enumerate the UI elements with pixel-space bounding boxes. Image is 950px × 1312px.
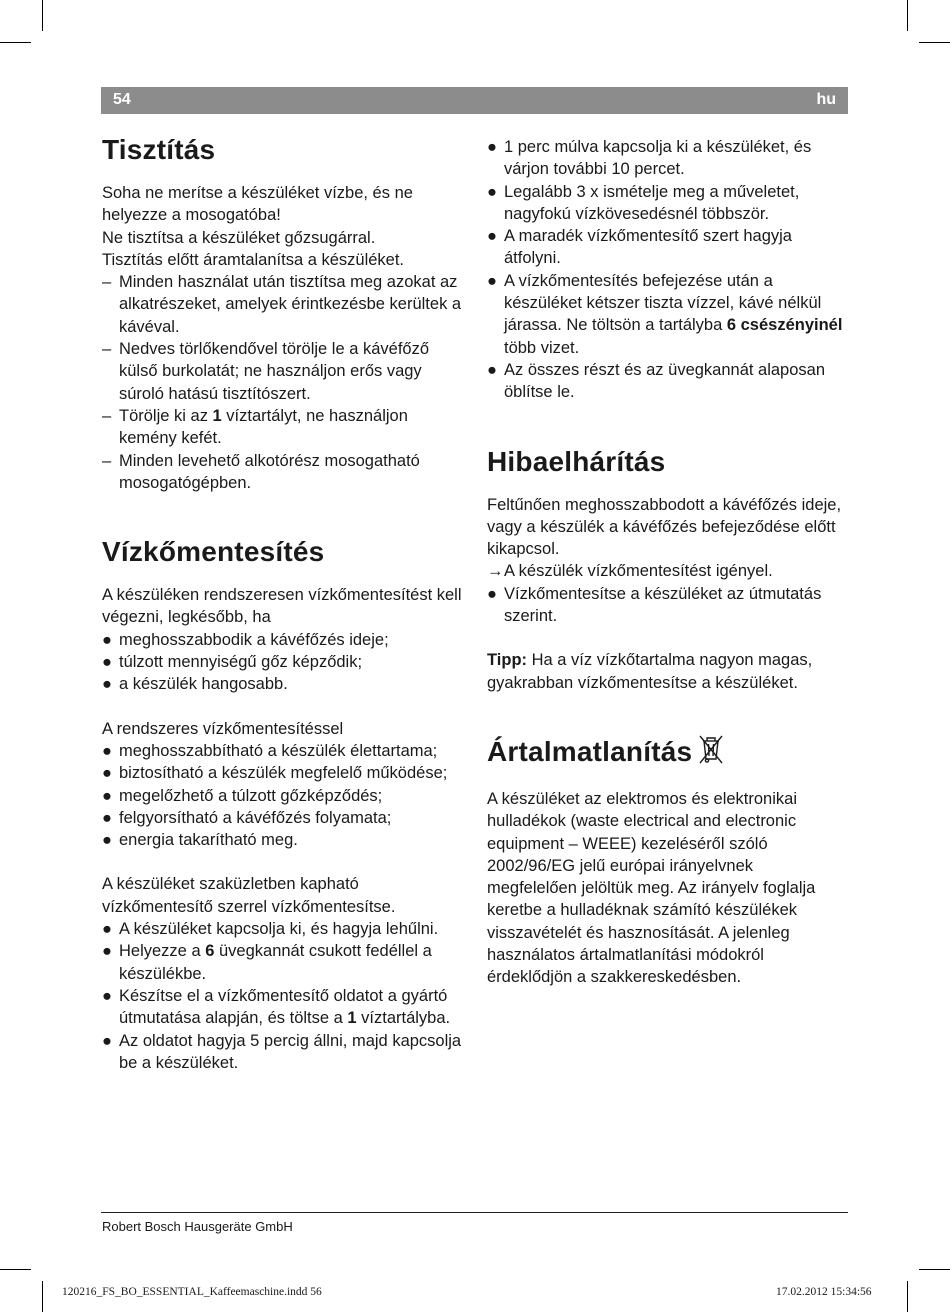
- cleaning-heading: Tisztítás: [102, 134, 216, 165]
- list-item-text: Az összes részt és az üvegkannát alaposan öblítse le.: [504, 360, 826, 402]
- troubleshooting-heading: Hibaelhárítás: [487, 445, 666, 477]
- crop-mark: [919, 42, 950, 43]
- list-item: [487, 270, 847, 359]
- dash-marker: –: [102, 273, 112, 292]
- list-item-text: megelőzhető a túlzott gőzképződés;: [119, 786, 383, 805]
- list-item-text: 1 perc múlva kapcsolja ki a készüléket, és várjon további 10 percet.: [504, 138, 812, 179]
- steps-intro: A készüléket szaküzletben kapható vízkőmentesítő szerrel vízkőmentesítse.: [102, 875, 396, 916]
- crop-mark: [907, 1281, 908, 1312]
- cleaning-intro-line: Tisztítás előtt áramtalanítsa a készüléket.: [102, 250, 405, 269]
- list-item: [102, 829, 462, 851]
- bullet-marker: ●: [102, 942, 112, 961]
- bullet-marker: ●: [487, 271, 497, 290]
- list-item: [102, 629, 462, 651]
- descaling-heading: Vízkőmentesítés: [102, 536, 325, 568]
- list-item-text: több vizet.: [504, 338, 580, 357]
- descaling-intro: A készüléken rendszeresen vízkőmentesítést kell végezni, legkésőbb, ha: [102, 586, 462, 627]
- disposal-heading-row: [487, 732, 847, 776]
- list-item-text: túlzott mennyiségű gőz képződik;: [119, 653, 363, 672]
- crossed-out-wheelie-bin-icon: [698, 733, 724, 776]
- list-item-text: Nedves törlőkendővel törölje le a kávéfőző külső burkolatát; ne használjon erős vagy súroló hatású tisztítószert.: [119, 340, 430, 403]
- list-item: [487, 225, 847, 270]
- bullet-marker: ●: [102, 831, 112, 850]
- part-number: 6: [205, 942, 215, 961]
- list-item-text: a készülék hangosabb.: [119, 675, 288, 694]
- list-item-text: üvegkannát csukott fedéllel a készülékbe.: [119, 942, 432, 983]
- remedy-text: Vízkőmentesítse a készüléket az útmutatás szerint.: [504, 584, 822, 626]
- list-item-text: Helyezze a: [119, 942, 206, 961]
- list-item-text: Készítse el a vízkőmentesítő oldatot a gyártó útmutatása alapján, és töltse a: [119, 986, 448, 1028]
- list-item: [487, 181, 847, 226]
- crop-mark: [42, 1281, 43, 1312]
- dash-marker: –: [102, 451, 112, 470]
- bullet-marker: ●: [102, 986, 112, 1005]
- cause-text: A készülék vízkőmentesítést igényel.: [504, 562, 773, 581]
- list-item: [102, 651, 462, 673]
- print-file-info: 120216_FS_BO_ESSENTIAL_Kaffeemaschine.indd 56: [62, 1286, 322, 1298]
- bullet-marker: ●: [487, 360, 497, 379]
- list-item: [102, 450, 462, 495]
- bullet-marker: ●: [102, 653, 112, 672]
- dash-marker: –: [102, 406, 112, 425]
- print-date-info: 17.02.2012 15:34:56: [776, 1286, 872, 1298]
- list-item-text: A készüléket kapcsolja ki, és hagyja lehűlni.: [119, 920, 439, 939]
- list-item: [102, 985, 462, 1030]
- dash-marker: –: [102, 340, 112, 359]
- list-item: [102, 740, 462, 762]
- bullet-marker: ●: [487, 182, 497, 201]
- tip-text: Ha a víz vízkőtartalma nagyon magas, gyakrabban vízkőmentesítse a készüléket.: [487, 651, 813, 692]
- list-item: [102, 785, 462, 807]
- bullet-marker: ●: [102, 764, 112, 783]
- list-item: [102, 271, 462, 338]
- list-item: [487, 583, 847, 628]
- bullet-marker: ●: [487, 138, 497, 156]
- footer-divider: [101, 1212, 848, 1213]
- right-column: [487, 136, 847, 989]
- arrow-right-icon: →: [487, 562, 504, 581]
- disposal-heading: Ártalmatlanítás: [487, 735, 693, 767]
- list-item-text: Az oldatot hagyja 5 percig állni, majd kapcsolja be a készüléket.: [119, 1031, 462, 1072]
- tip-label: Tipp:: [487, 651, 528, 670]
- tip-paragraph: [487, 649, 847, 694]
- list-item-text: meghosszabbítható a készülék élettartama;: [119, 741, 438, 760]
- list-item: [102, 338, 462, 405]
- left-column: [102, 130, 462, 1074]
- bullet-marker: ●: [102, 920, 112, 939]
- crop-mark: [0, 42, 31, 43]
- bullet-marker: ●: [102, 630, 112, 649]
- list-item-text: energia takarítható meg.: [119, 831, 298, 850]
- cleaning-intro-line: Ne tisztítsa a készüléket gőzsugárral.: [102, 228, 376, 247]
- part-number: 1: [212, 406, 222, 425]
- bullet-marker: ●: [102, 675, 112, 694]
- list-item: [102, 673, 462, 695]
- cause-line: [487, 560, 847, 582]
- crop-mark: [0, 1269, 31, 1270]
- page-header-bar: [101, 87, 848, 114]
- list-item-text: biztosítható a készülék megfelelő működése;: [119, 764, 448, 783]
- list-item-text: Törölje ki az: [119, 406, 213, 425]
- page-number: 54: [113, 91, 131, 108]
- benefits-intro: A rendszeres vízkőmentesítéssel: [102, 719, 344, 738]
- list-item-text: Legalább 3 x ismételje meg a műveletet, nagyfokú vízkövesedésnél többször.: [504, 182, 800, 223]
- disposal-text: A készüléket az elektromos és elektronikai hulladékok (waste electrical and electronic equipment – WEEE) kezeléséről szóló 2002/96/EG jelű európai irányelvnek megfelelően jelöltük meg. Az irányelv foglalja keretbe a hulladéknak számító készülékek visszavételét és hasznosítását. A jelenleg használatos ártalmatlanítási módokról érdeklődjön a szakkereskedésben.: [487, 789, 816, 987]
- list-item: [102, 762, 462, 784]
- part-number: 1: [347, 1009, 357, 1028]
- bullet-marker: ●: [487, 227, 497, 246]
- list-item: [487, 359, 847, 404]
- bullet-marker: ●: [102, 741, 112, 760]
- cleaning-intro-line: Soha ne merítse a készüléket vízbe, és ne helyezze a mosogatóba!: [102, 184, 413, 225]
- bullet-marker: ●: [487, 584, 497, 603]
- list-item-text: A vízkőmentesítés befejezése után a készüléket kétszer tiszta vízzel, kávé nélkül járassa. Ne töltsön a tartályba: [504, 271, 822, 335]
- list-item-text: meghosszabbodik a kávéfőzés ideje;: [119, 630, 389, 649]
- bullet-marker: ●: [102, 1031, 112, 1050]
- problem-text: Feltűnően meghosszabbodott a kávéfőzés ideje, vagy a készülék a kávéfőzés befejeződése előtt kikapcsol.: [487, 495, 842, 559]
- list-item-text: A maradék vízkőmentesítő szert hagyja átfolyni.: [504, 227, 792, 268]
- list-item-text: Minden használat után tisztítsa meg azokat az alkatrészeket, amelyek érintkezésbe kerültek a kávéval.: [119, 273, 462, 336]
- list-item: [102, 918, 462, 940]
- list-item: [102, 1030, 462, 1075]
- emphasis-text: 6 csészényinél: [726, 316, 843, 335]
- crop-mark: [42, 0, 43, 31]
- list-item-text: Minden levehető alkotórész mosogatható mosogatógépben.: [119, 451, 420, 492]
- list-item-text: víztartályt, ne használjon kemény kefét.: [119, 406, 408, 448]
- list-item: [487, 136, 847, 181]
- list-item: [102, 807, 462, 829]
- list-item: [102, 940, 462, 985]
- list-item-text: víztartályba.: [356, 1009, 451, 1028]
- bullet-marker: ●: [102, 808, 112, 827]
- crop-mark: [919, 1269, 950, 1270]
- list-item-text: felgyorsítható a kávéfőzés folyamata;: [119, 808, 392, 827]
- crop-mark: [907, 0, 908, 31]
- language-code: hu: [816, 91, 836, 108]
- company-name: Robert Bosch Hausgeräte GmbH: [102, 1219, 293, 1234]
- list-item: [102, 405, 462, 450]
- bullet-marker: ●: [102, 786, 112, 805]
